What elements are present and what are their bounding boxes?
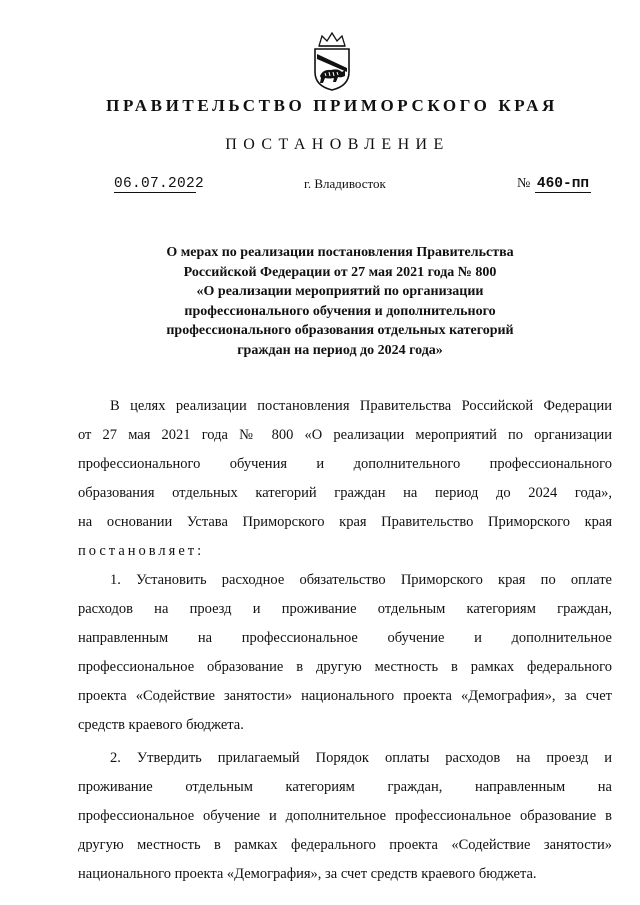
body-line: В целях реализации постановления Правительства Российской Федерации [110, 398, 612, 414]
subject-line: профессионального образования отдельных категорий [166, 323, 514, 339]
body-line: расходов на проезд и проживание отдельным категориям граждан, [78, 601, 612, 617]
body-line: профессиональное образование в другую местность в рамках федерального [78, 659, 612, 675]
preamble-paragraph [78, 392, 612, 566]
body-line: средств краевого бюджета. [78, 717, 244, 733]
body-line: проекта «Содействие занятости» национального проекта «Демография», за счет [78, 688, 612, 704]
body-line: профессионального обучения и дополнительного профессионального [78, 456, 612, 472]
government-title: ПРАВИТЕЛЬСТВО ПРИМОРСКОГО КРАЯ [106, 96, 558, 115]
subject-line: граждан на период до 2024 года» [237, 342, 443, 358]
item-paragraph-1 [78, 566, 612, 740]
number-sign: № [517, 176, 531, 191]
body-line: направленным на профессиональное обучение и дополнительное [78, 630, 612, 646]
document-city: г. Владивосток [304, 176, 386, 191]
body-line: проживание отдельным категориям граждан, направленным на [78, 779, 612, 795]
body-line: национального проекта «Демография», за счет средств краевого бюджета. [78, 866, 537, 882]
item-paragraph-2 [78, 744, 612, 889]
document-body [78, 392, 612, 889]
body-line: образования отдельных категорий граждан на период до 2024 года», [78, 485, 612, 501]
decree-word: постановляет: [78, 543, 205, 559]
subject-line: «О реализации мероприятий по организации [196, 284, 484, 300]
body-line: на основании Устава Приморского края Правительство Приморского края [78, 514, 612, 530]
subject-line: профессионального обучения и дополнительного [184, 303, 496, 319]
body-line: другую местность в рамках федерального проекта «Содействие занятости» [78, 837, 612, 853]
document-date: 06.07.2022 [114, 176, 205, 192]
document-number: 460-пп [536, 176, 590, 192]
subject-line: О мерах по реализации постановления Правительства [166, 245, 514, 260]
body-line: 2. Утвердить прилагаемый Порядок оплаты расходов на проезд и [110, 750, 612, 766]
subject-line: Российской Федерации от 27 мая 2021 года № 800 [183, 264, 497, 280]
document-meta [0, 174, 640, 198]
coat-of-arms-icon [311, 32, 353, 92]
document-type: ПОСТАНОВЛЕНИЕ [225, 136, 450, 153]
body-line: от 27 мая 2021 года № 800 «О реализации мероприятий по организации [78, 427, 612, 443]
body-line: 1. Установить расходное обязательство Приморского края по оплате [110, 572, 612, 588]
body-line: профессиональное обучение и дополнительное профессиональное образование в [78, 808, 612, 824]
document-subject [140, 243, 540, 361]
